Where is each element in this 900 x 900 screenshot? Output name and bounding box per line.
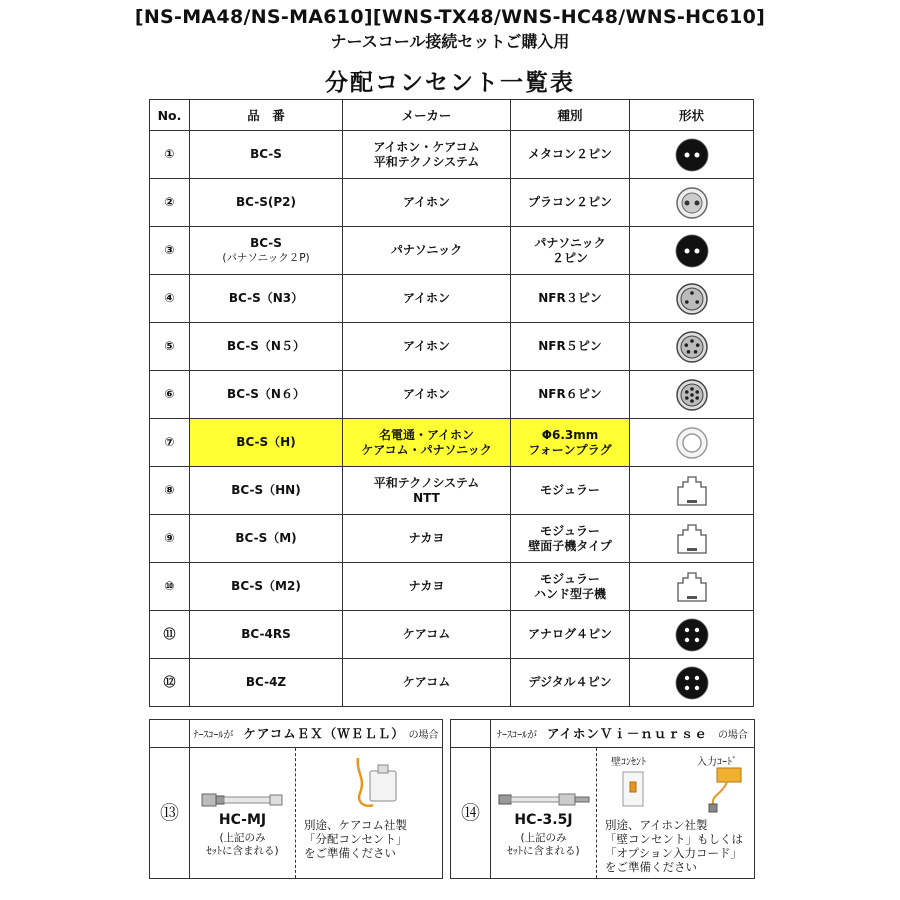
- page-subtitle: ナースコール接続セットご購入用: [330, 32, 570, 51]
- nfr-6pin-icon: [675, 378, 709, 412]
- maker-cell: アイホン: [343, 323, 511, 371]
- type-cell: プラコン２ピン: [511, 179, 630, 227]
- row-number: ⑨: [150, 515, 190, 563]
- hc-35j-part: HC-3.5J: [514, 812, 573, 828]
- table-header-row: [150, 100, 754, 131]
- aiphone-desc: 別途、アイホン社製 「壁コンセント」もしくは 「オプション入力コード」 をご準備ください: [605, 818, 743, 874]
- table-row: [150, 275, 754, 323]
- part-number-cell: [190, 515, 343, 563]
- col-header-maker: メーカー: [343, 100, 511, 131]
- careacom-ex-caption: ﾅｰｽｺｰﾙが ケアコムＥＸ（ＷＥＬＬ） の場合: [193, 726, 439, 741]
- maker-cell: 名電通・アイホン ケアコム・パナソニック: [343, 419, 511, 467]
- col-header-shape: 形状: [630, 100, 754, 131]
- part-number-cell: [190, 419, 343, 467]
- row-number: ⑤: [150, 323, 190, 371]
- part-number: BC-4Z: [245, 675, 287, 689]
- shape-cell: [630, 515, 754, 563]
- part-number-cell: [190, 467, 343, 515]
- shape-cell: [630, 323, 754, 371]
- table-row: [150, 323, 754, 371]
- part-number-cell: [190, 371, 343, 419]
- page-title: 分配コンセント一覧表: [325, 70, 575, 96]
- maker-cell: アイホン: [343, 275, 511, 323]
- type-cell: NFR５ピン: [511, 323, 630, 371]
- maker-cell: 平和テクノシステム NTT: [343, 467, 511, 515]
- careacom-desc: 別途、ケアコム社製 「分配コンセント」 をご準備ください: [304, 818, 408, 860]
- outlet-table: [149, 99, 754, 707]
- part-number: BC-S(P2): [236, 195, 296, 209]
- maker-cell: アイホン・ケアコム 平和テクノシステム: [343, 131, 511, 179]
- table-row: [150, 515, 754, 563]
- type-cell: メタコン２ピン: [511, 131, 630, 179]
- col-header-part: 品 番: [190, 100, 343, 131]
- phone-plug-icon: [675, 426, 709, 460]
- row-number: ③: [150, 227, 190, 275]
- type-cell: NFR３ピン: [511, 275, 630, 323]
- part-number-sub: (パナソニック２P): [222, 251, 310, 264]
- part-number-cell: [190, 131, 343, 179]
- hc-mj-note: (上記のみ ｾｯﾄに含まれる): [206, 832, 279, 857]
- part-number: BC-4RS: [241, 627, 291, 641]
- col-header-type: 種別: [511, 100, 630, 131]
- metacon-2pin-icon: [675, 138, 709, 172]
- maker-cell: アイホン: [343, 179, 511, 227]
- placon-2pin-icon: [675, 186, 709, 220]
- shape-cell: [630, 563, 754, 611]
- part-number-cell: [190, 323, 343, 371]
- type-cell: パナソニック ２ピン: [511, 227, 630, 275]
- type-cell: Φ6.3mm フォーンプラグ: [511, 419, 630, 467]
- shape-cell: [630, 371, 754, 419]
- part-number: BC-S（N６）: [227, 387, 305, 401]
- type-cell: アナログ４ピン: [511, 611, 630, 659]
- part-number: BC-S（N3）: [228, 291, 304, 305]
- maker-cell: パナソニック: [343, 227, 511, 275]
- nfr-3pin-icon: [675, 282, 709, 316]
- item-number: ⑭: [460, 802, 480, 824]
- shape-cell: [630, 131, 754, 179]
- table-row: [150, 371, 754, 419]
- digital-4pin-icon: [675, 666, 709, 700]
- part-number-cell: [190, 611, 343, 659]
- panasonic-2pin-icon: [675, 234, 709, 268]
- type-cell: モジュラー: [511, 467, 630, 515]
- table-row: [150, 611, 754, 659]
- table-row: [150, 563, 754, 611]
- maker-cell: ナカヨ: [343, 563, 511, 611]
- table-row: [150, 419, 754, 467]
- shape-cell: [630, 179, 754, 227]
- row-number: ⑪: [150, 611, 190, 659]
- shape-cell: [630, 227, 754, 275]
- part-number-cell: [190, 275, 343, 323]
- modular-jack-icon: [675, 570, 709, 604]
- type-cell: NFR６ピン: [511, 371, 630, 419]
- maker-cell: ケアコム: [343, 659, 511, 707]
- part-number: BC-S: [250, 235, 282, 250]
- shape-cell: [630, 275, 754, 323]
- shape-cell: [630, 611, 754, 659]
- part-number: BC-S（N５）: [227, 339, 305, 353]
- hc-mj-cable-icon: [198, 784, 288, 814]
- table-row: [150, 467, 754, 515]
- col-header-no: No.: [150, 100, 190, 131]
- row-number: ⑧: [150, 467, 190, 515]
- shape-cell: [630, 659, 754, 707]
- table-row: [150, 227, 754, 275]
- row-number: ⑫: [150, 659, 190, 707]
- hc-35j-cable-icon: [497, 786, 593, 812]
- row-number: ⑥: [150, 371, 190, 419]
- hc-35j-note: (上記のみ ｾｯﾄに含まれる): [507, 832, 580, 857]
- row-number: ④: [150, 275, 190, 323]
- part-number: BC-S: [250, 147, 282, 161]
- nfr-5pin-icon: [675, 330, 709, 364]
- row-number: ①: [150, 131, 190, 179]
- hc-mj-part: HC-MJ: [218, 812, 267, 828]
- part-number: BC-S（M): [235, 531, 297, 545]
- aiphone-vinurse-caption: ﾅｰｽｺｰﾙが アイホンＶｉ－ｎｕｒｓｅ の場合: [497, 726, 748, 741]
- careacom-outlet-icon: [348, 753, 408, 813]
- table-row: [150, 659, 754, 707]
- maker-cell: ケアコム: [343, 611, 511, 659]
- part-number-cell: [190, 659, 343, 707]
- part-number: BC-S（H): [236, 435, 296, 449]
- shape-cell: [630, 419, 754, 467]
- type-cell: モジュラー 壁面子機タイプ: [511, 515, 630, 563]
- type-cell: デジタル４ピン: [511, 659, 630, 707]
- part-number-cell: [190, 227, 343, 275]
- modular-jack-icon: [675, 474, 709, 508]
- wall-outlet-icon: [619, 770, 649, 810]
- table-row: [150, 131, 754, 179]
- shape-cell: [630, 467, 754, 515]
- row-number: ⑩: [150, 563, 190, 611]
- part-number-cell: [190, 563, 343, 611]
- part-number-cell: [190, 179, 343, 227]
- item-number: ⑬: [159, 802, 179, 824]
- part-number: BC-S（M2): [231, 579, 301, 593]
- part-number: BC-S（HN): [231, 483, 301, 497]
- model-header: [NS-MA48/NS-MA610][WNS-TX48/WNS-HC48/WNS-HC610]: [134, 6, 766, 28]
- row-number: ⑦: [150, 419, 190, 467]
- wall-outlet-label: 壁ｺﾝｾﾝﾄ: [611, 757, 646, 768]
- maker-cell: ナカヨ: [343, 515, 511, 563]
- maker-cell: アイホン: [343, 371, 511, 419]
- analog-4pin-icon: [675, 618, 709, 652]
- input-cord-icon: [701, 766, 745, 814]
- aiphone-vinurse-box: [450, 719, 755, 879]
- modular-jack-icon: [675, 522, 709, 556]
- careacom-ex-box: [149, 719, 443, 879]
- input-cord-label: 入力ｺｰﾄﾞ: [697, 757, 737, 768]
- table-row: [150, 179, 754, 227]
- type-cell: モジュラー ハンド型子機: [511, 563, 630, 611]
- row-number: ②: [150, 179, 190, 227]
